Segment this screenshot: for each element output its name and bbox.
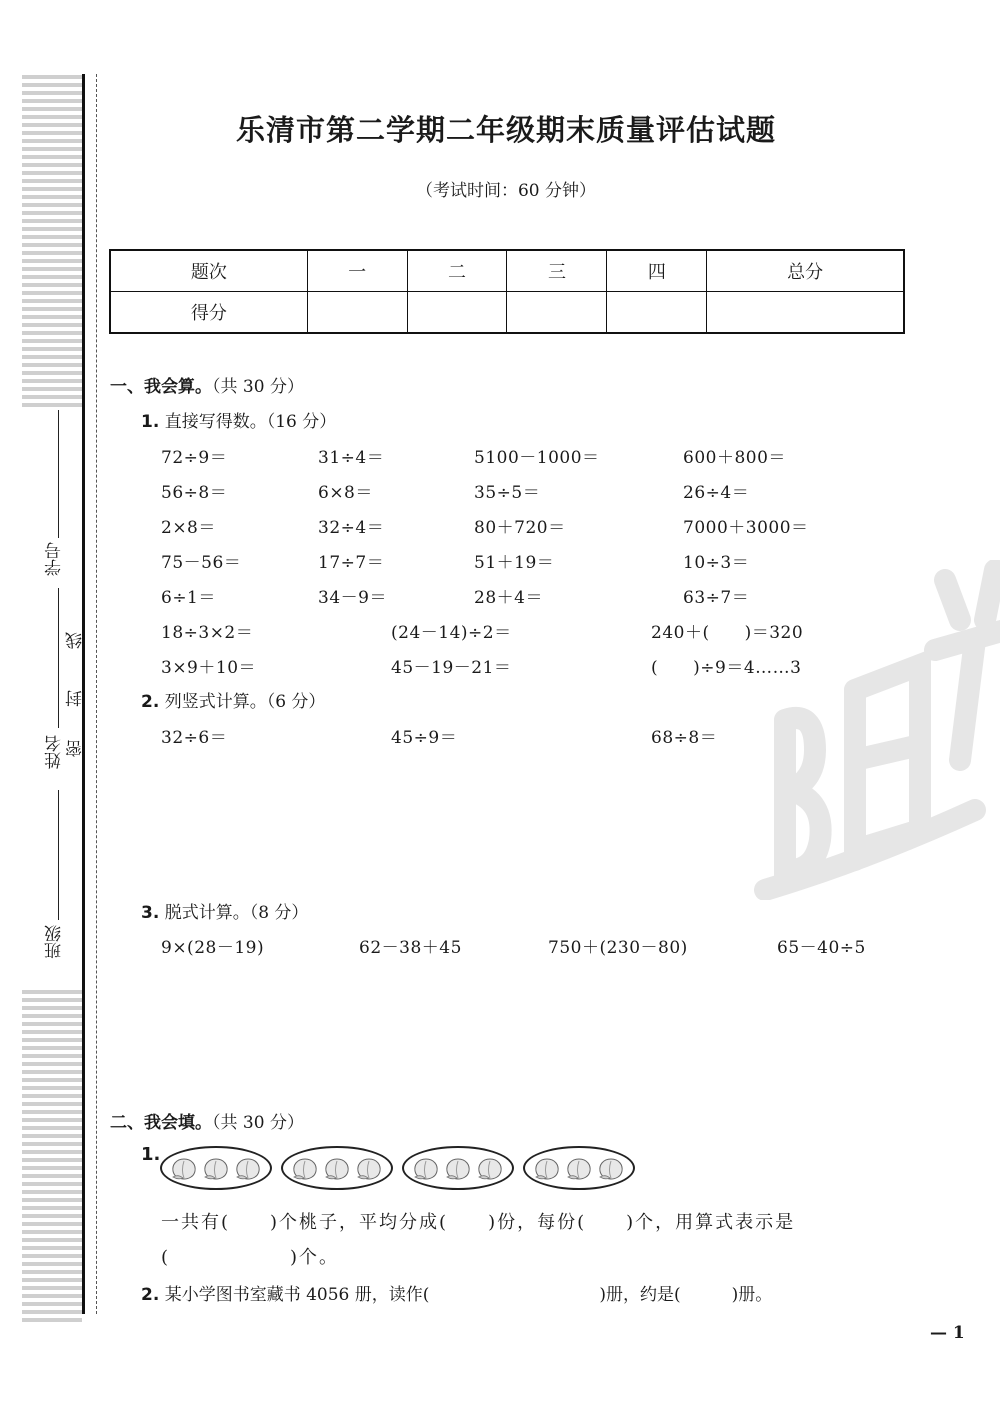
margin-stripe xyxy=(22,1238,82,1242)
s2-q2-text: 某小学图书室藏书 4056 册，读作( )册，约是( )册。 xyxy=(164,1285,773,1305)
s1-q3-number: 3. xyxy=(141,903,160,923)
calc-item: 63÷7＝ xyxy=(683,588,750,608)
score-input-cell[interactable] xyxy=(607,292,707,334)
margin-stripe xyxy=(22,155,82,159)
margin-stripe xyxy=(22,1142,82,1146)
xuehao-underline xyxy=(58,410,59,538)
peach-groups xyxy=(160,1146,635,1190)
margin-stripe xyxy=(22,1046,82,1050)
calc-item: 80＋720＝ xyxy=(474,518,566,538)
s1-q2-text: 列竖式计算。（6 分） xyxy=(164,692,326,712)
margin-stripe xyxy=(22,1302,82,1306)
calc-item: 6÷1＝ xyxy=(161,588,216,608)
margin-stripe xyxy=(22,1190,82,1194)
score-header-cell: 总分 xyxy=(707,250,904,292)
score-header-cell: 一 xyxy=(307,250,407,292)
peach-icon xyxy=(354,1155,384,1181)
margin-stripe xyxy=(22,379,82,383)
s1-q2-number: 2. xyxy=(141,692,160,712)
calc-item: 45－19－21＝ xyxy=(391,658,512,678)
margin-stripe xyxy=(22,998,82,1002)
margin-stripe xyxy=(22,243,82,247)
margin-stripe xyxy=(22,203,82,207)
s2-q2 xyxy=(141,1280,772,1305)
margin-stripe xyxy=(22,283,82,287)
calc-item: ( )÷9＝4……3 xyxy=(651,658,802,678)
seal-xian: 线 xyxy=(66,632,86,649)
margin-stripe xyxy=(22,1126,82,1130)
margin-stripe xyxy=(22,315,82,319)
xuehao-label: 学号 xyxy=(45,542,65,576)
score-header-cell: 题次 xyxy=(110,250,307,292)
margin-stripe xyxy=(22,387,82,391)
peach-icon xyxy=(233,1155,263,1181)
margin-stripe xyxy=(22,1230,82,1234)
calc-item: (24－14)÷2＝ xyxy=(391,623,512,643)
peach-icon xyxy=(443,1155,473,1181)
exam-title: 乐清市第二学期二年级期末质量评估试题 xyxy=(235,113,776,147)
margin-stripe xyxy=(22,1278,82,1282)
seal-feng: 封 xyxy=(66,690,86,707)
section2-heading xyxy=(110,1108,304,1133)
margin-stripe xyxy=(22,267,82,271)
margin-stripe xyxy=(22,371,82,375)
s1-q2-item: 32÷6＝ xyxy=(161,728,228,748)
s1-q3-item: 750＋(230－80) xyxy=(548,938,688,958)
calc-item: 28＋4＝ xyxy=(474,588,543,608)
margin-stripe xyxy=(22,339,82,343)
calc-item: 10÷3＝ xyxy=(683,553,750,573)
s1-q2-item: 45÷9＝ xyxy=(391,728,458,748)
s1-q1-text: 直接写得数。（16 分） xyxy=(164,412,337,432)
margin-stripe xyxy=(22,1078,82,1082)
margin-stripe xyxy=(22,1118,82,1122)
margin-stripe xyxy=(22,91,82,95)
margin-stripe xyxy=(22,1022,82,1026)
margin-stripe xyxy=(22,331,82,335)
s1-q1-number: 1. xyxy=(141,412,160,432)
binding-dashed-line xyxy=(96,74,97,1314)
xingming-underline-top xyxy=(58,588,59,728)
margin-stripe xyxy=(22,395,82,399)
score-header-cell: 四 xyxy=(607,250,707,292)
s1-q1-label xyxy=(141,407,336,432)
peach-group xyxy=(160,1146,272,1190)
margin-stripe xyxy=(22,291,82,295)
margin-stripe xyxy=(22,1158,82,1162)
calc-item: 35÷5＝ xyxy=(474,483,541,503)
calc-item: 18÷3×2＝ xyxy=(161,623,254,643)
margin-stripe xyxy=(22,1254,82,1258)
margin-stripe xyxy=(22,219,82,223)
margin-stripe xyxy=(22,403,82,407)
margin-stripe xyxy=(22,1318,82,1322)
margin-stripe xyxy=(22,99,82,103)
margin-stripe xyxy=(22,1270,82,1274)
peach-icon xyxy=(169,1155,199,1181)
s1-q2-item: 68÷8＝ xyxy=(651,728,718,748)
section1-points: （共 30 分） xyxy=(212,377,304,397)
score-input-cell[interactable] xyxy=(707,292,904,334)
margin-stripe xyxy=(22,163,82,167)
margin-stripe xyxy=(22,1166,82,1170)
peach-icon xyxy=(201,1155,231,1181)
margin-stripe xyxy=(22,171,82,175)
margin-stripe xyxy=(22,1134,82,1138)
margin-stripe xyxy=(22,990,82,994)
margin-stripe xyxy=(22,1310,82,1314)
calc-item: 72÷9＝ xyxy=(161,448,228,468)
banji-label: 班级 xyxy=(45,925,65,959)
xingming-label: 姓名 xyxy=(45,735,65,769)
margin-stripe xyxy=(22,1222,82,1226)
calc-item: 2×8＝ xyxy=(161,518,216,538)
peach-icon xyxy=(322,1155,352,1181)
score-header-cell: 三 xyxy=(507,250,607,292)
s1-q3-text: 脱式计算。（8 分） xyxy=(164,903,309,923)
margin-stripe xyxy=(22,1094,82,1098)
calc-item: 240＋( )＝320 xyxy=(651,623,804,643)
watermark-logo xyxy=(745,560,1000,900)
score-input-cell[interactable] xyxy=(507,292,607,334)
margin-stripe xyxy=(22,355,82,359)
calc-item: 56÷8＝ xyxy=(161,483,228,503)
score-table-header-row xyxy=(110,250,904,292)
margin-stripe xyxy=(22,1198,82,1202)
s1-q3-item: 65－40÷5 xyxy=(777,938,866,958)
s1-q3-label xyxy=(141,898,308,923)
margin-stripe xyxy=(22,1070,82,1074)
s1-q2-label xyxy=(141,687,325,712)
calc-item: 6×8＝ xyxy=(318,483,373,503)
section1-heading xyxy=(110,372,304,397)
margin-stripe xyxy=(22,1086,82,1090)
margin-stripe xyxy=(22,1006,82,1010)
margin-stripe xyxy=(22,323,82,327)
margin-stripe xyxy=(22,227,82,231)
page-number: — 1 xyxy=(930,1323,965,1343)
score-input-cell[interactable] xyxy=(307,292,407,334)
margin-stripe xyxy=(22,83,82,87)
peach-icon xyxy=(532,1155,562,1181)
score-input-cell[interactable] xyxy=(407,292,507,334)
peach-icon xyxy=(596,1155,626,1181)
peach-icon xyxy=(290,1155,320,1181)
calc-item: 31÷4＝ xyxy=(318,448,385,468)
peach-icon xyxy=(411,1155,441,1181)
calc-item: 51＋19＝ xyxy=(474,553,555,573)
margin-stripe xyxy=(22,1038,82,1042)
peach-icon xyxy=(564,1155,594,1181)
margin-stripe xyxy=(22,363,82,367)
margin-stripe xyxy=(22,259,82,263)
s2-q1-line1: 一共有( )个桃子，平均分成( )份，每份( )个，用算式表示是 xyxy=(161,1212,796,1233)
section2-title: 二、我会填。 xyxy=(110,1113,212,1133)
margin-stripe xyxy=(22,1062,82,1066)
margin-stripe xyxy=(22,347,82,351)
margin-stripe xyxy=(22,1246,82,1250)
margin-stripe xyxy=(22,1174,82,1178)
xingming-underline xyxy=(58,790,59,920)
seal-mi: 密 xyxy=(66,740,86,757)
calc-item: 5100－1000＝ xyxy=(474,448,600,468)
peach-group xyxy=(281,1146,393,1190)
margin-stripe xyxy=(22,275,82,279)
section2-points: （共 30 分） xyxy=(212,1113,304,1133)
margin-stripe xyxy=(22,1030,82,1034)
margin-stripe xyxy=(22,1110,82,1114)
margin-stripe xyxy=(22,251,82,255)
margin-stripe xyxy=(22,1294,82,1298)
margin-stripe xyxy=(22,307,82,311)
s1-q3-item: 9×(28－19) xyxy=(161,938,265,958)
calc-item: 75－56＝ xyxy=(161,553,242,573)
calc-item: 17÷7＝ xyxy=(318,553,385,573)
score-header-cell: 二 xyxy=(407,250,507,292)
s1-q3-item: 62－38＋45 xyxy=(359,938,462,958)
margin-stripe xyxy=(22,235,82,239)
margin-stripe xyxy=(22,1150,82,1154)
score-table xyxy=(109,249,905,334)
margin-stripe xyxy=(22,1014,82,1018)
calc-item: 7000＋3000＝ xyxy=(683,518,809,538)
margin-stripe xyxy=(22,211,82,215)
s2-q1-number: 1. xyxy=(141,1144,161,1165)
s2-q1-line2: ( )个。 xyxy=(161,1247,340,1268)
margin-stripe xyxy=(22,1214,82,1218)
score-row-label: 得分 xyxy=(110,292,307,334)
s2-q2-number: 2. xyxy=(141,1285,160,1305)
margin-stripe xyxy=(22,1262,82,1266)
calc-item: 26÷4＝ xyxy=(683,483,750,503)
calc-item: 34－9＝ xyxy=(318,588,387,608)
margin-stripe xyxy=(22,1102,82,1106)
peach-icon xyxy=(475,1155,505,1181)
calc-item: 600＋800＝ xyxy=(683,448,786,468)
calc-item: 32÷4＝ xyxy=(318,518,385,538)
margin-stripe xyxy=(22,1206,82,1210)
section1-title: 一、我会算。 xyxy=(110,377,212,397)
exam-duration: （考试时间：60 分钟） xyxy=(415,181,597,201)
margin-stripe xyxy=(22,299,82,303)
margin-stripe xyxy=(22,1182,82,1186)
score-table-score-row xyxy=(110,292,904,334)
peach-group xyxy=(523,1146,635,1190)
margin-stripe xyxy=(22,75,82,79)
margin-stripe xyxy=(22,1286,82,1290)
peach-group xyxy=(402,1146,514,1190)
calc-item: 3×9＋10＝ xyxy=(161,658,257,678)
margin-stripe xyxy=(22,1054,82,1058)
